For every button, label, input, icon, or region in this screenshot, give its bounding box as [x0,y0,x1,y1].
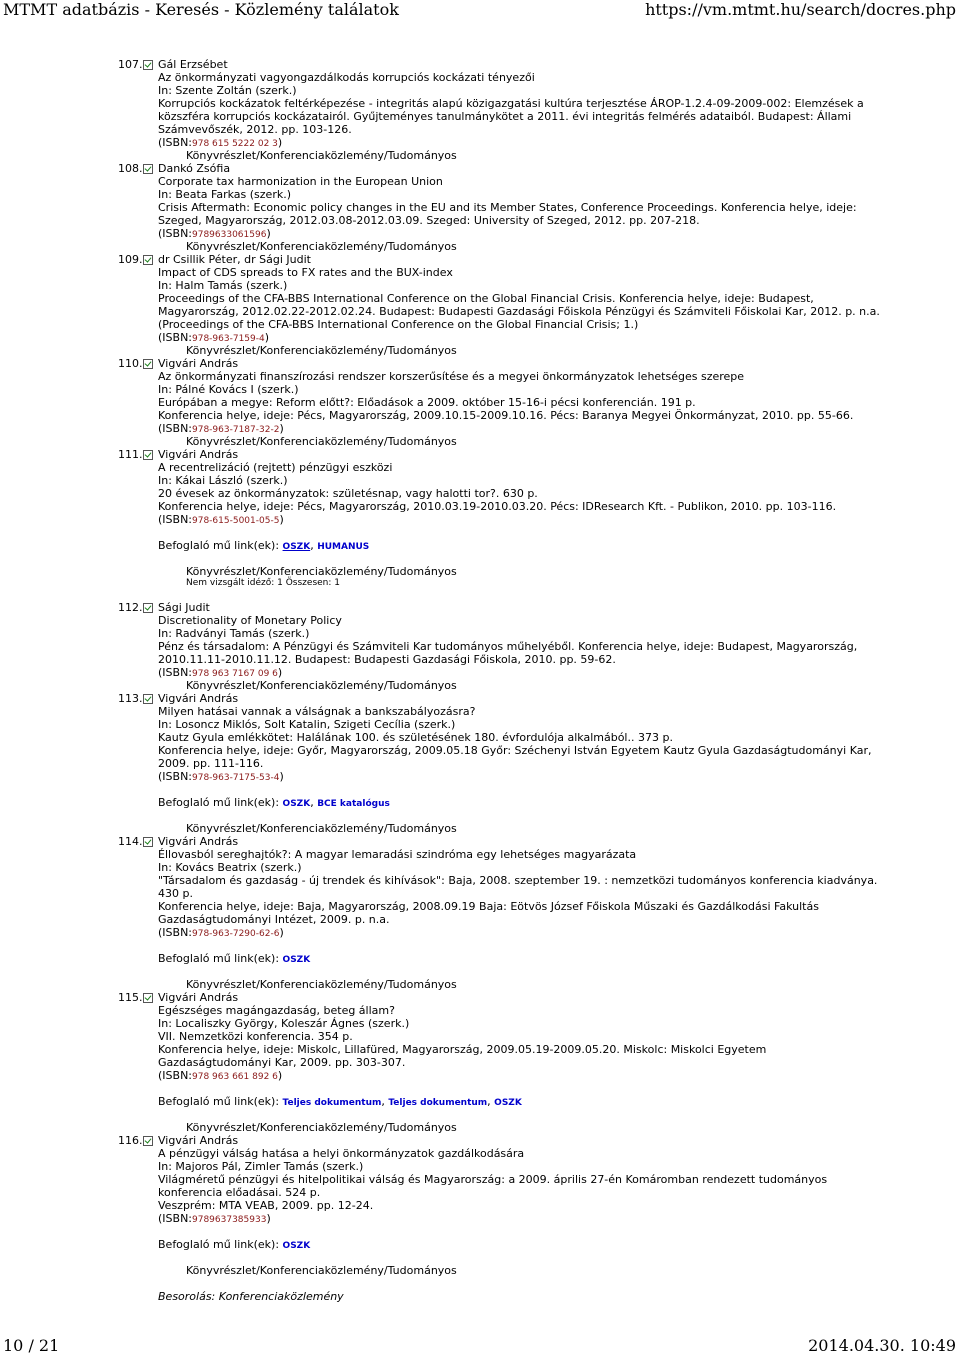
entry-title: Milyen hatásai vannak a válságnak a bankszabályozásra? [158,705,476,718]
container-links: Befoglaló mű link(ek): OSZK, BCE katalógus [158,796,390,809]
container-links [158,1238,850,1251]
links-label: Befoglaló mű link(ek): [158,539,280,552]
entry-number: 116. [118,1134,143,1147]
entry-source-line: Korrupciós kockázatok feltérképezése - integritás alapú közigazgatási kultúra terjesztése ÁROP-1.2.4-09-2009-002: Elemzések a [158,97,864,110]
entry-editor: In: Majoros Pál, Zimler Tamás (szerk.) [158,1160,364,1173]
isbn-label: (ISBN: [158,926,192,939]
page-counter: 10 / 21 [3,1336,60,1355]
entry-number: 113. [118,692,143,705]
isbn-close: ) [279,770,284,783]
spacer [158,809,850,822]
entry-source-line: 2010.11.11-2010.11.12. Budapest: Budapesti Gazdasági Főiskola, 2010. pp. 59-62. [158,653,616,666]
isbn-value: 978 963 661 892 6 [192,1072,278,1082]
container-links [158,952,850,965]
entry-editor: In: Localiszky György, Koleszár Ágnes (szerk.) [158,1017,410,1030]
select-checkbox[interactable] [143,164,153,174]
entry-title: Az önkormányzati vagyongazdálkodás korrupciós kockázati tényezői [158,71,535,84]
select-checkbox[interactable] [143,694,153,704]
entry-source-line: Magyarország, 2012.02.22-2012.02.24. Budapest: Budapesti Gazdasági Főiskola Pénzügyi és Számviteli Főiskolai Kar, 2012. p. n.a. [158,305,880,318]
publication-entry [110,162,857,253]
isbn-close: ) [277,1069,283,1082]
isbn-label: (ISBN: [158,1212,192,1225]
links-label: Befoglaló mű link(ek): [158,1238,280,1251]
entry-author: Sági Judit [158,601,210,614]
classification: Besorolás: Konferenciaközlemény [158,1290,344,1303]
entry-source-line: Crisis Aftermath: Economic policy changes in the EU and its Member States, Conference Proceedings. Konferencia helye, ideje: [158,201,857,214]
entry-number: 110. [118,357,143,370]
entry-source-line: Szeged, Magyarország, 2012.03.08-2012.03.09. Szeged: University of Szeged, 2012. pp. 207-218. [158,214,700,227]
container-link[interactable]: HUMANUS [317,542,370,552]
entry-isbn [158,666,850,679]
entry-category: Könyvrészlet/Konferenciaközlemény/Tudományos [186,149,457,162]
entry-number: 111. [118,448,143,461]
entry-author: Dankó Zsófia [158,162,231,175]
isbn-value: 978-963-7290-62-6 [192,929,280,939]
isbn-label: (ISBN: [158,770,192,783]
entry-category: Könyvrészlet/Konferenciaközlemény/Tudományos [186,1121,457,1134]
entry-isbn [158,1212,850,1225]
entry-isbn [158,926,850,939]
entry-source-line: Világméretű pénzügyi és hitelpolitikai válság és Magyarország: a 2009. április 27-én Komáromban rendezett tudományos [158,1173,828,1186]
publication-entry [110,835,878,991]
entry-author: dr Csillik Péter, dr Sági Judit [158,253,311,266]
isbn-label: (ISBN: [158,331,192,344]
entry-category: Könyvrészlet/Konferenciaközlemény/Tudományos [186,1264,457,1277]
entry-number: 112. [118,601,143,614]
container-link[interactable]: BCE katalógus [317,799,390,809]
entry-category: Könyvrészlet/Konferenciaközlemény/Tudományos [186,565,457,578]
isbn-close: ) [279,513,284,526]
isbn-close: ) [277,136,283,149]
entry-editor: In: Beata Farkas (szerk.) [158,188,291,201]
select-checkbox[interactable] [143,359,153,369]
spacer [158,1225,850,1238]
entry-editor: In: Pálné Kovács I (szerk.) [158,383,299,396]
isbn-label: (ISBN: [158,666,192,679]
isbn-label: (ISBN: [158,136,192,149]
entry-source-line: közszféra korrupciós kockázatairól. Gyűjteményes tanulmánykötet a 2011. évi integritás felmérés adataiból. Budapest: Állami [158,110,852,123]
entry-number: 108. [118,162,143,175]
publication-entry [110,58,864,162]
spacer [158,526,850,539]
container-link[interactable]: OSZK [494,1098,522,1108]
entry-source-line: Gazdaságtudományi Kar, 2009. pp. 303-307. [158,1056,406,1069]
entry-author: Vigvári András [158,357,239,370]
publication-entry [110,448,850,601]
links-label: Befoglaló mű link(ek): [158,1095,280,1108]
select-checkbox[interactable] [143,60,153,70]
entry-author: Vigvári András [158,835,239,848]
entry-isbn [158,227,850,240]
entry-isbn [158,513,850,526]
entry-source-line: Európában a megye: Reform előtt?: Előadások a 2009. október 15-16-i pécsi konferencián. 191 p. [158,396,696,409]
isbn-close: ) [279,422,284,435]
entry-author: Vigvári András [158,448,239,461]
spacer [158,588,850,601]
container-link[interactable]: OSZK [282,799,311,809]
select-checkbox[interactable] [143,450,153,460]
publication-entry [110,991,850,1134]
isbn-value: 978-963-7159-4 [192,334,265,344]
isbn-value: 978-963-7175-53-4 [192,773,280,783]
links-label: Befoglaló mű link(ek): [158,952,280,965]
entry-isbn [158,331,850,344]
entry-source-line: 2009. pp. 111-116. [158,757,264,770]
isbn-label: (ISBN: [158,227,192,240]
results-list [110,58,880,1303]
publication-entry [110,1134,850,1277]
select-checkbox[interactable] [143,993,153,1003]
entry-author: Vigvári András [158,991,239,1004]
spacer [110,1277,850,1290]
isbn-close: ) [279,926,284,939]
entry-author: Vigvári András [158,692,239,705]
select-checkbox[interactable] [143,603,153,613]
entry-source-line: Veszprém: MTA VEAB, 2009. pp. 12-24. [158,1199,374,1212]
isbn-value: 978 963 7167 09 6 [192,669,278,679]
entry-source-line: Pénz és társadalom: A Pénzügyi és Számviteli Kar tudományos műhelyéből. Konferencia helye, ideje: Budapest, Magyarország, [158,640,858,653]
entry-editor: In: Losoncz Miklós, Solt Katalin, Szigeti Cecília (szerk.) [158,718,456,731]
entry-source-line: Konferencia helye, ideje: Pécs, Magyarország, 2010.03.19-2010.03.20. Pécs: IDResearch Kft. - Publikon, 2010. pp. 103-116. [158,500,837,513]
spacer [158,552,850,565]
container-link[interactable]: OSZK [282,1241,311,1251]
entry-source-line: Konferencia helye, ideje: Pécs, Magyarország, 2009.10.15-2009.10.16. Pécs: Baranya Megyei Önkormányzat, 2010. pp. 55-66. [158,409,854,422]
entry-editor: In: Halm Tamás (szerk.) [158,279,288,292]
citation-note: Nem vizsgált idéző: 1 Összesen: 1 [186,578,340,588]
publication-entry [110,692,872,835]
entry-source-line: VII. Nemzetközi konferencia. 354 p. [158,1030,353,1043]
isbn-label: (ISBN: [158,422,192,435]
spacer [158,1251,850,1264]
entry-author: Vigvári András [158,1134,239,1147]
entry-isbn [158,136,850,149]
publication-entry [110,357,854,448]
print-header [0,0,960,22]
entry-editor: In: Szente Zoltán (szerk.) [158,84,297,97]
isbn-close: ) [264,331,270,344]
entry-editor: In: Radványi Tamás (szerk.) [158,627,310,640]
print-date: 2014.04.30. 10:49 [808,1336,956,1355]
entry-number: 115. [118,991,143,1004]
isbn-value: 978-963-7187-32-2 [192,425,280,435]
entry-source-line: Konferencia helye, ideje: Győr, Magyarország, 2009.05.18 Győr: Széchenyi István Egyetem Kautz Gyula Gazdaságtudományi Kar, [158,744,872,757]
entry-source-line: "Társadalom és gazdaság - új trendek és kihívások": Baja, 2008. szeptember 19. : nemzetközi tudományos konferencia kiadványa. [158,874,878,887]
isbn-value: 978 615 5222 02 3 [192,139,278,149]
entry-source-line: Kautz Gyula emlékkötet: Halálának 100. és születésének 180. évfordulója alkalmából.. 373 p. [158,731,673,744]
isbn-value: 9789637385933 [192,1215,267,1225]
entry-number: 109. [118,253,143,266]
container-link[interactable]: OSZK [282,542,311,552]
select-checkbox[interactable] [143,837,153,847]
publication-entry [110,253,880,357]
entry-title: Az önkormányzati finanszírozási rendszer korszerűsítése és a megyei önkormányzatok lehetséges szerepe [158,370,745,383]
entry-category: Könyvrészlet/Konferenciaközlemény/Tudományos [186,435,457,448]
entry-source-line: konferencia előadásai. 524 p. [158,1186,321,1199]
container-link[interactable]: Teljes dokumentum [388,1098,488,1108]
entry-title: Discretionality of Monetary Policy [158,614,342,627]
entry-title: Impact of CDS spreads to FX rates and the BUX-index [158,266,453,279]
entry-title: A recentrelizáció (rejtett) pénzügyi eszközi [158,461,393,474]
entry-source-line: 430 p. [158,887,193,900]
isbn-value: 978-615-5001-05-5 [192,516,280,526]
publication-entry [110,601,858,692]
page-title: MTMT adatbázis - Keresés - Közlemény találatok [3,0,399,19]
spacer [158,965,850,978]
spacer [158,939,850,952]
select-checkbox[interactable] [143,255,153,265]
entry-author: Gál Erzsébet [158,58,228,71]
isbn-close: ) [266,227,271,240]
entry-source-line: Konferencia helye, ideje: Baja, Magyarország, 2008.09.19 Baja: Eötvös József Főiskola Műszaki és Gazdálkodási Fakultás [158,900,819,913]
entry-source-line: Konferencia helye, ideje: Miskolc, Lillafüred, Magyarország, 2009.05.19-2009.05.20. Miskolc: Miskolci Egyetem [158,1043,767,1056]
entry-title: Corporate tax harmonization in the European Union [158,175,443,188]
entry-category: Könyvrészlet/Konferenciaközlemény/Tudományos [186,240,457,253]
spacer [158,1108,850,1121]
entry-source-line: Számvevőszék, 2012. pp. 103-126. [158,123,352,136]
entry-source-line: Gazdaságtudományi Intézet, 2009. p. n.a. [158,913,390,926]
entry-category: Könyvrészlet/Konferenciaközlemény/Tudományos [186,822,457,835]
container-links: Befoglaló mű link(ek): Teljes dokumentum, Teljes dokumentum, OSZK [158,1095,522,1108]
entry-category: Könyvrészlet/Konferenciaközlemény/Tudományos [186,344,457,357]
entry-category: Könyvrészlet/Konferenciaközlemény/Tudományos [186,978,457,991]
entry-editor: In: Kákai László (szerk.) [158,474,288,487]
entry-title: Egészséges magángazdaság, beteg állam? [158,1004,395,1017]
entry-editor: In: Kovács Beatrix (szerk.) [158,861,302,874]
isbn-close: ) [277,666,283,679]
page-url: https://vm.mtmt.hu/search/docres.php [645,0,956,19]
spacer [158,783,850,796]
container-link[interactable]: Teljes dokumentum [282,1098,382,1108]
container-links: Befoglaló mű link(ek): OSZK, HUMANUS [158,539,370,552]
entry-number: 107. [118,58,143,71]
entry-title: A pénzügyi válság hatása a helyi önkormányzatok gazdálkodására [158,1147,525,1160]
spacer [158,1082,850,1095]
entry-number: 114. [118,835,143,848]
print-footer [0,1335,960,1357]
entry-isbn [158,770,850,783]
isbn-label: (ISBN: [158,1069,192,1082]
entry-title: Éllovasból sereghajtók?: A magyar lemaradási szindróma egy lehetséges magyarázata [158,848,637,861]
entry-source-line: (Proceedings of the CFA-BBS International Conference on the Global Financial Crisis; 1.) [158,318,639,331]
entry-source-line: Proceedings of the CFA-BBS International Conference on the Global Financial Crisis. Konferencia helye, ideje: Budapest, [158,292,814,305]
entry-isbn [158,422,850,435]
entry-category: Könyvrészlet/Konferenciaközlemény/Tudományos [186,679,457,692]
select-checkbox[interactable] [143,1136,153,1146]
isbn-value: 9789633061596 [192,230,267,240]
entry-isbn [158,1069,850,1082]
links-label: Befoglaló mű link(ek): [158,796,280,809]
entry-source-line: 20 évesek az önkormányzatok: születésnap, vagy halotti tor?. 630 p. [158,487,538,500]
isbn-close: ) [266,1212,271,1225]
container-link[interactable]: OSZK [282,955,311,965]
isbn-label: (ISBN: [158,513,192,526]
